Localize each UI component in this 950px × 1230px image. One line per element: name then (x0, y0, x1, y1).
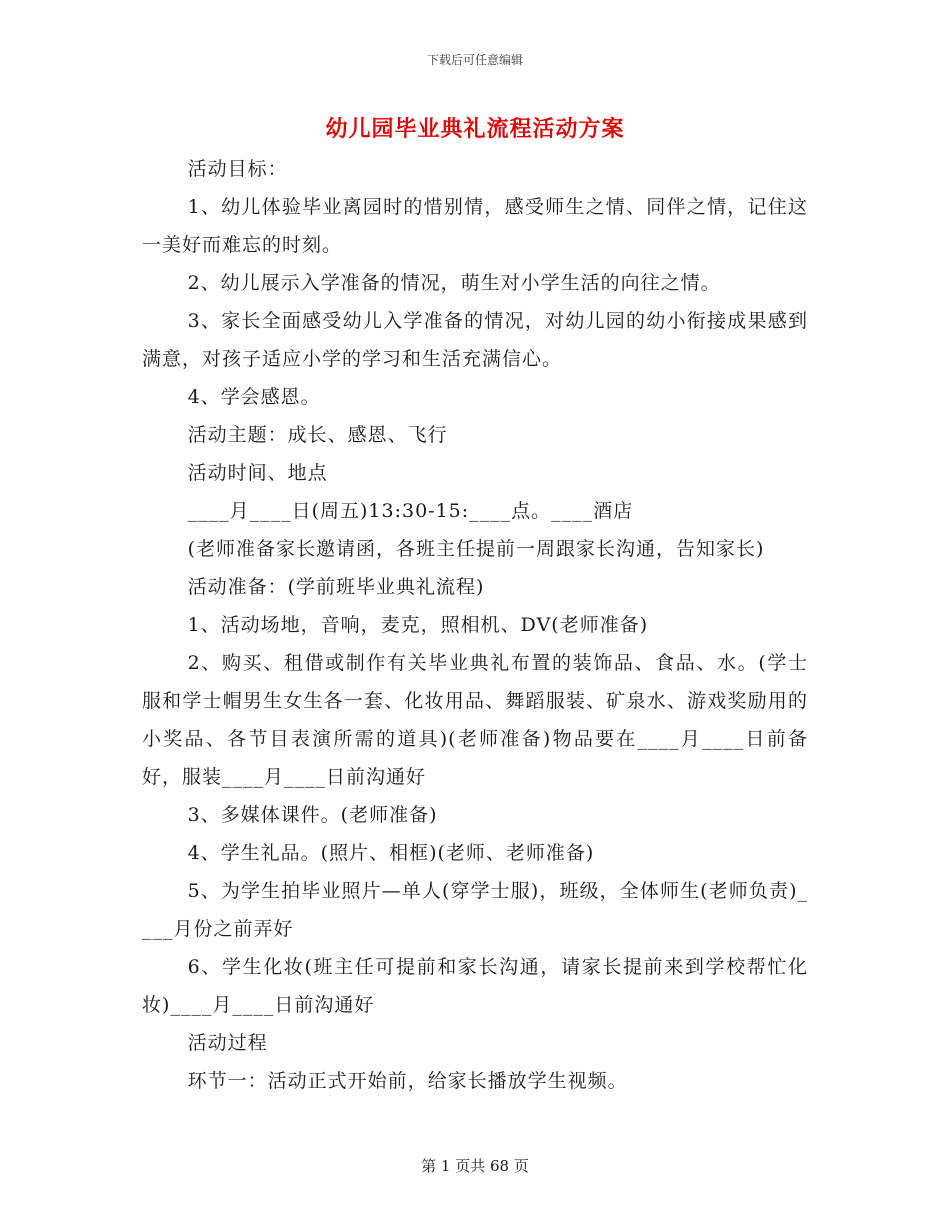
paragraph-prep-4: 4、学生礼品。(照片、相框)(老师、老师准备) (187, 842, 595, 864)
paragraph-goal-3: 3、家长全面感受幼儿入学准备的情况，对幼儿园的幼小衔接成果感到满意，对孩子适应小学的学习和生活充满信心。 (142, 310, 808, 370)
paragraph-goal-1: 1、幼儿体验毕业离园时的惜别情，感受师生之情、同伴之情，记住这一美好而难忘的时刻。 (142, 196, 808, 256)
page-header: 下载后可任意编辑 (426, 53, 523, 67)
paragraph-goal-2: 2、幼儿展示入学准备的情况，萌生对小学生活的向往之情。 (187, 272, 721, 294)
paragraph-prep-6: 6、学生化妆(班主任可提前和家长沟通，请家长提前来到学校帮忙化妆)____月____日前沟通好 (142, 956, 808, 1016)
paragraph-prep-2: 2、购买、租借或制作有关毕业典礼布置的装饰品、食品、水。(学士服和学士帽男生女生各一套、化妆用品、舞蹈服装、矿泉水、游戏奖励用的小奖品、各节目表演所需的道具)(老师准备)物品要在____月____日前备好，服装____月____日前沟通好 (142, 652, 808, 788)
paragraph-process-heading: 活动过程 (187, 1032, 268, 1054)
paragraph-goals-heading: 活动目标： (187, 158, 288, 180)
paragraph-prep-5: 5、为学生拍毕业照片—单人(穿学士服)，班级，全体师生(老师负责)____月份之前弄好 (142, 880, 808, 940)
paragraph-time-place-heading: 活动时间、地点 (187, 462, 328, 484)
page-number: 第 1 页共 68 页 (421, 1157, 529, 1175)
paragraph-prep-3: 3、多媒体课件。(老师准备) (187, 804, 438, 826)
document-body (142, 150, 808, 1100)
paragraph-invitation-note: (老师准备家长邀请函，各班主任提前一周跟家长沟通，告知家长) (187, 538, 765, 560)
paragraph-theme: 活动主题：成长、感恩、飞行 (187, 424, 448, 446)
paragraph-time-place: ____月____日(周五)13:30-15:____点。____酒店 (187, 500, 634, 522)
document-title: 幼儿园毕业典礼流程活动方案 (325, 116, 625, 142)
paragraph-prep-1: 1、活动场地，音响，麦克，照相机、DV(老师准备) (187, 614, 649, 636)
paragraph-process-step-1: 环节一：活动正式开始前，给家长播放学生视频。 (187, 1070, 628, 1092)
paragraph-preparation-heading: 活动准备：(学前班毕业典礼流程) (187, 576, 485, 598)
paragraph-goal-4: 4、学会感恩。 (187, 386, 321, 408)
